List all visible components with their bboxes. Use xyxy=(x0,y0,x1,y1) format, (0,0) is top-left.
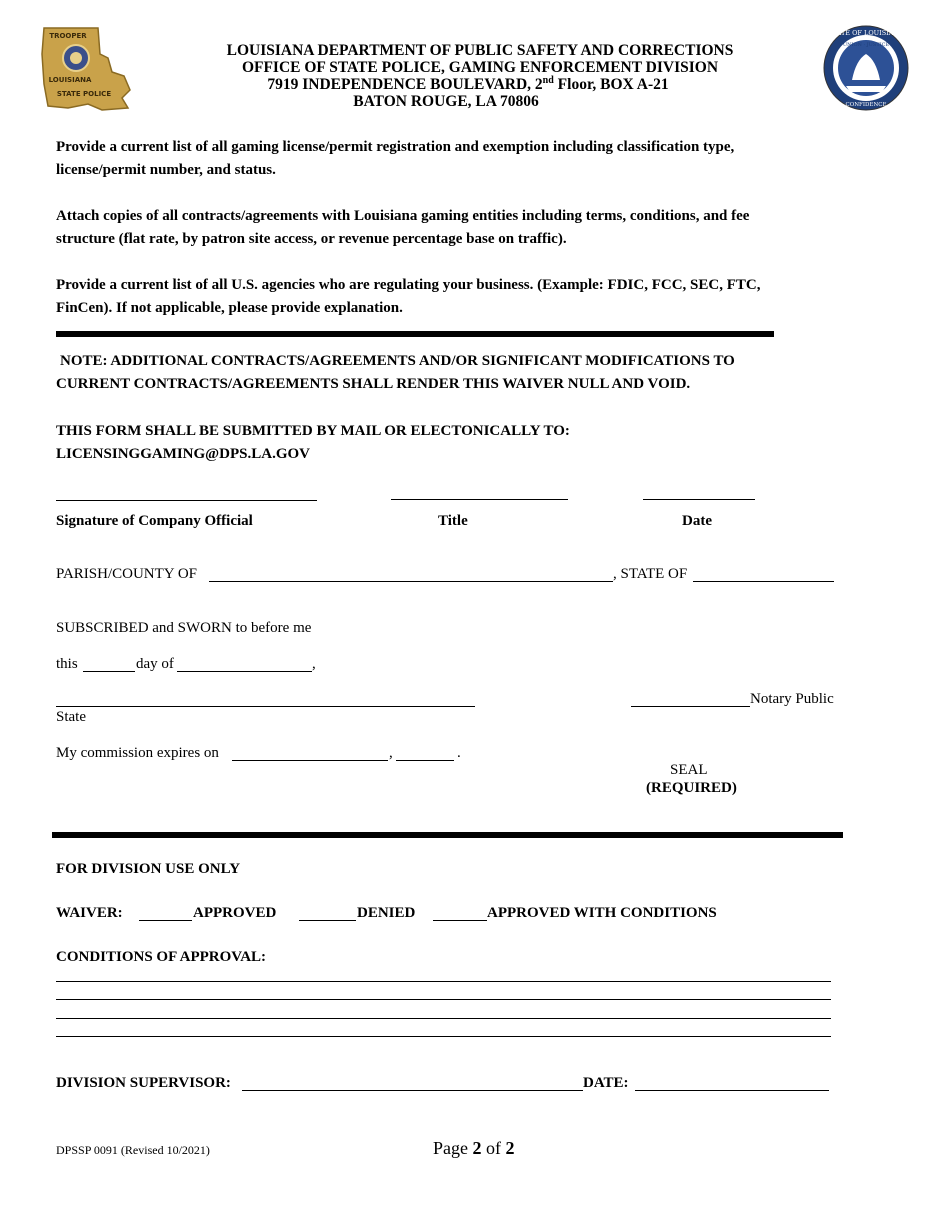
state-label: State xyxy=(56,709,86,725)
header-line-4: BATON ROUGE, LA 70806 xyxy=(353,93,539,110)
date-line[interactable] xyxy=(643,499,755,500)
conditions-line-3[interactable] xyxy=(56,1018,831,1019)
header-line-2: OFFICE OF STATE POLICE, GAMING ENFORCEMENT DIVISION xyxy=(241,59,719,76)
section-divider-top xyxy=(56,331,774,337)
approved-option: APPROVED xyxy=(193,905,277,921)
commission-year-field[interactable] xyxy=(396,760,454,761)
day-field[interactable] xyxy=(83,671,135,672)
parish-county-field[interactable] xyxy=(209,581,613,582)
denied-checkline[interactable] xyxy=(299,920,356,921)
denied-option: DENIED xyxy=(357,905,416,921)
notary-signature-line[interactable] xyxy=(56,706,475,707)
page-current: 2 xyxy=(472,1138,482,1158)
header-address: 7919 INDEPENDENCE BOULEVARD, 2 xyxy=(267,76,543,93)
badge-bottom-text: STATE POLICE xyxy=(56,90,112,98)
badge-top-text: TROOPER xyxy=(49,32,87,40)
header-address-superscript: nd xyxy=(542,74,554,86)
approved-conditions-checkline[interactable] xyxy=(433,920,487,921)
commission-date-field[interactable] xyxy=(232,760,388,761)
submit-line-1: THIS FORM SHALL BE SUBMITTED BY MAIL OR ELECTONICALLY TO: xyxy=(56,423,570,439)
title-label: Title xyxy=(438,513,468,529)
submit-email: LICENSINGGAMING@DPS.LA.GOV xyxy=(56,446,310,462)
date-label: Date xyxy=(682,513,712,529)
notary-public-line[interactable] xyxy=(631,706,750,707)
month-field[interactable] xyxy=(177,671,312,672)
page-prefix: Page xyxy=(433,1138,473,1158)
form-id: DPSSP 0091 (Revised 10/2021) xyxy=(56,1143,210,1157)
this-label: this xyxy=(56,656,78,672)
conditions-line-4[interactable] xyxy=(56,1036,831,1037)
subscribed-sworn-text: SUBSCRIBED and SWORN to before me xyxy=(56,620,312,636)
seal-bottom-text: CONFIDENCE xyxy=(845,102,887,108)
approved-checkline[interactable] xyxy=(139,920,192,921)
state-of-louisiana-seal xyxy=(822,24,910,112)
title-line[interactable] xyxy=(391,499,568,500)
notary-public-label: Notary Public xyxy=(750,691,834,707)
supervisor-date-field[interactable] xyxy=(635,1090,829,1091)
page-number xyxy=(433,1138,515,1159)
signature-line[interactable] xyxy=(56,500,317,501)
seal-required-label: (REQUIRED) xyxy=(646,780,737,796)
commission-comma: , xyxy=(389,745,393,761)
instruction-2: Attach copies of all contracts/agreements with Louisiana gaming entities including terms, conditions, and fee structure (flat rate, by patron site access, or revenue percentage base on traffic). xyxy=(56,208,750,247)
commission-period: . xyxy=(457,745,461,761)
note-line-2: CURRENT CONTRACTS/AGREEMENTS SHALL RENDER THIS WAIVER NULL AND VOID. xyxy=(56,376,691,392)
page-total: 2 xyxy=(505,1138,515,1158)
division-supervisor-label: DIVISION SUPERVISOR: xyxy=(56,1075,231,1091)
page-of: of xyxy=(481,1138,506,1158)
seal-top-text: STATE OF LOUISIANA xyxy=(828,29,904,37)
instruction-3: Provide a current list of all U.S. agencies who are regulating your business. (Example: FDIC, FCC, SEC, FTC, FinCen). If not applicable, please provide explanation. xyxy=(56,277,761,316)
header-address-floor: Floor, BOX A-21 xyxy=(553,76,669,93)
division-use-heading: FOR DIVISION USE ONLY xyxy=(56,861,241,877)
approved-with-conditions-option: APPROVED WITH CONDITIONS xyxy=(487,905,717,921)
state-of-field[interactable] xyxy=(693,581,834,582)
state-of-label: , STATE OF xyxy=(613,566,688,582)
supervisor-date-label: DATE: xyxy=(583,1075,629,1091)
instruction-1: Provide a current list of all gaming license/permit registration and exemption including classification type, license/permit number, and status. xyxy=(56,139,735,178)
parish-county-label: PARISH/COUNTY OF xyxy=(56,566,198,582)
commission-label: My commission expires on xyxy=(56,745,219,761)
badge-mid-text: LOUISIANA xyxy=(48,76,92,84)
day-of-label: day of xyxy=(136,656,174,672)
header-line-3 xyxy=(138,74,798,93)
conditions-of-approval-label: CONDITIONS OF APPROVAL: xyxy=(56,949,267,965)
note-line-1: NOTE: ADDITIONAL CONTRACTS/AGREEMENTS AND/OR SIGNIFICANT MODIFICATIONS TO xyxy=(60,353,735,369)
signature-label: Signature of Company Official xyxy=(56,513,253,529)
seal-label: SEAL xyxy=(670,762,708,778)
header-line-1: LOUISIANA DEPARTMENT OF PUBLIC SAFETY AND CORRECTIONS xyxy=(226,42,734,59)
division-supervisor-field[interactable] xyxy=(242,1090,583,1091)
section-divider-bottom xyxy=(52,832,843,838)
conditions-line-2[interactable] xyxy=(56,999,831,1000)
day-comma: , xyxy=(312,656,316,672)
waiver-label: WAIVER: xyxy=(56,905,123,921)
conditions-line-1[interactable] xyxy=(56,981,831,982)
seal-band-text: UNION · JUSTICE xyxy=(842,42,890,48)
